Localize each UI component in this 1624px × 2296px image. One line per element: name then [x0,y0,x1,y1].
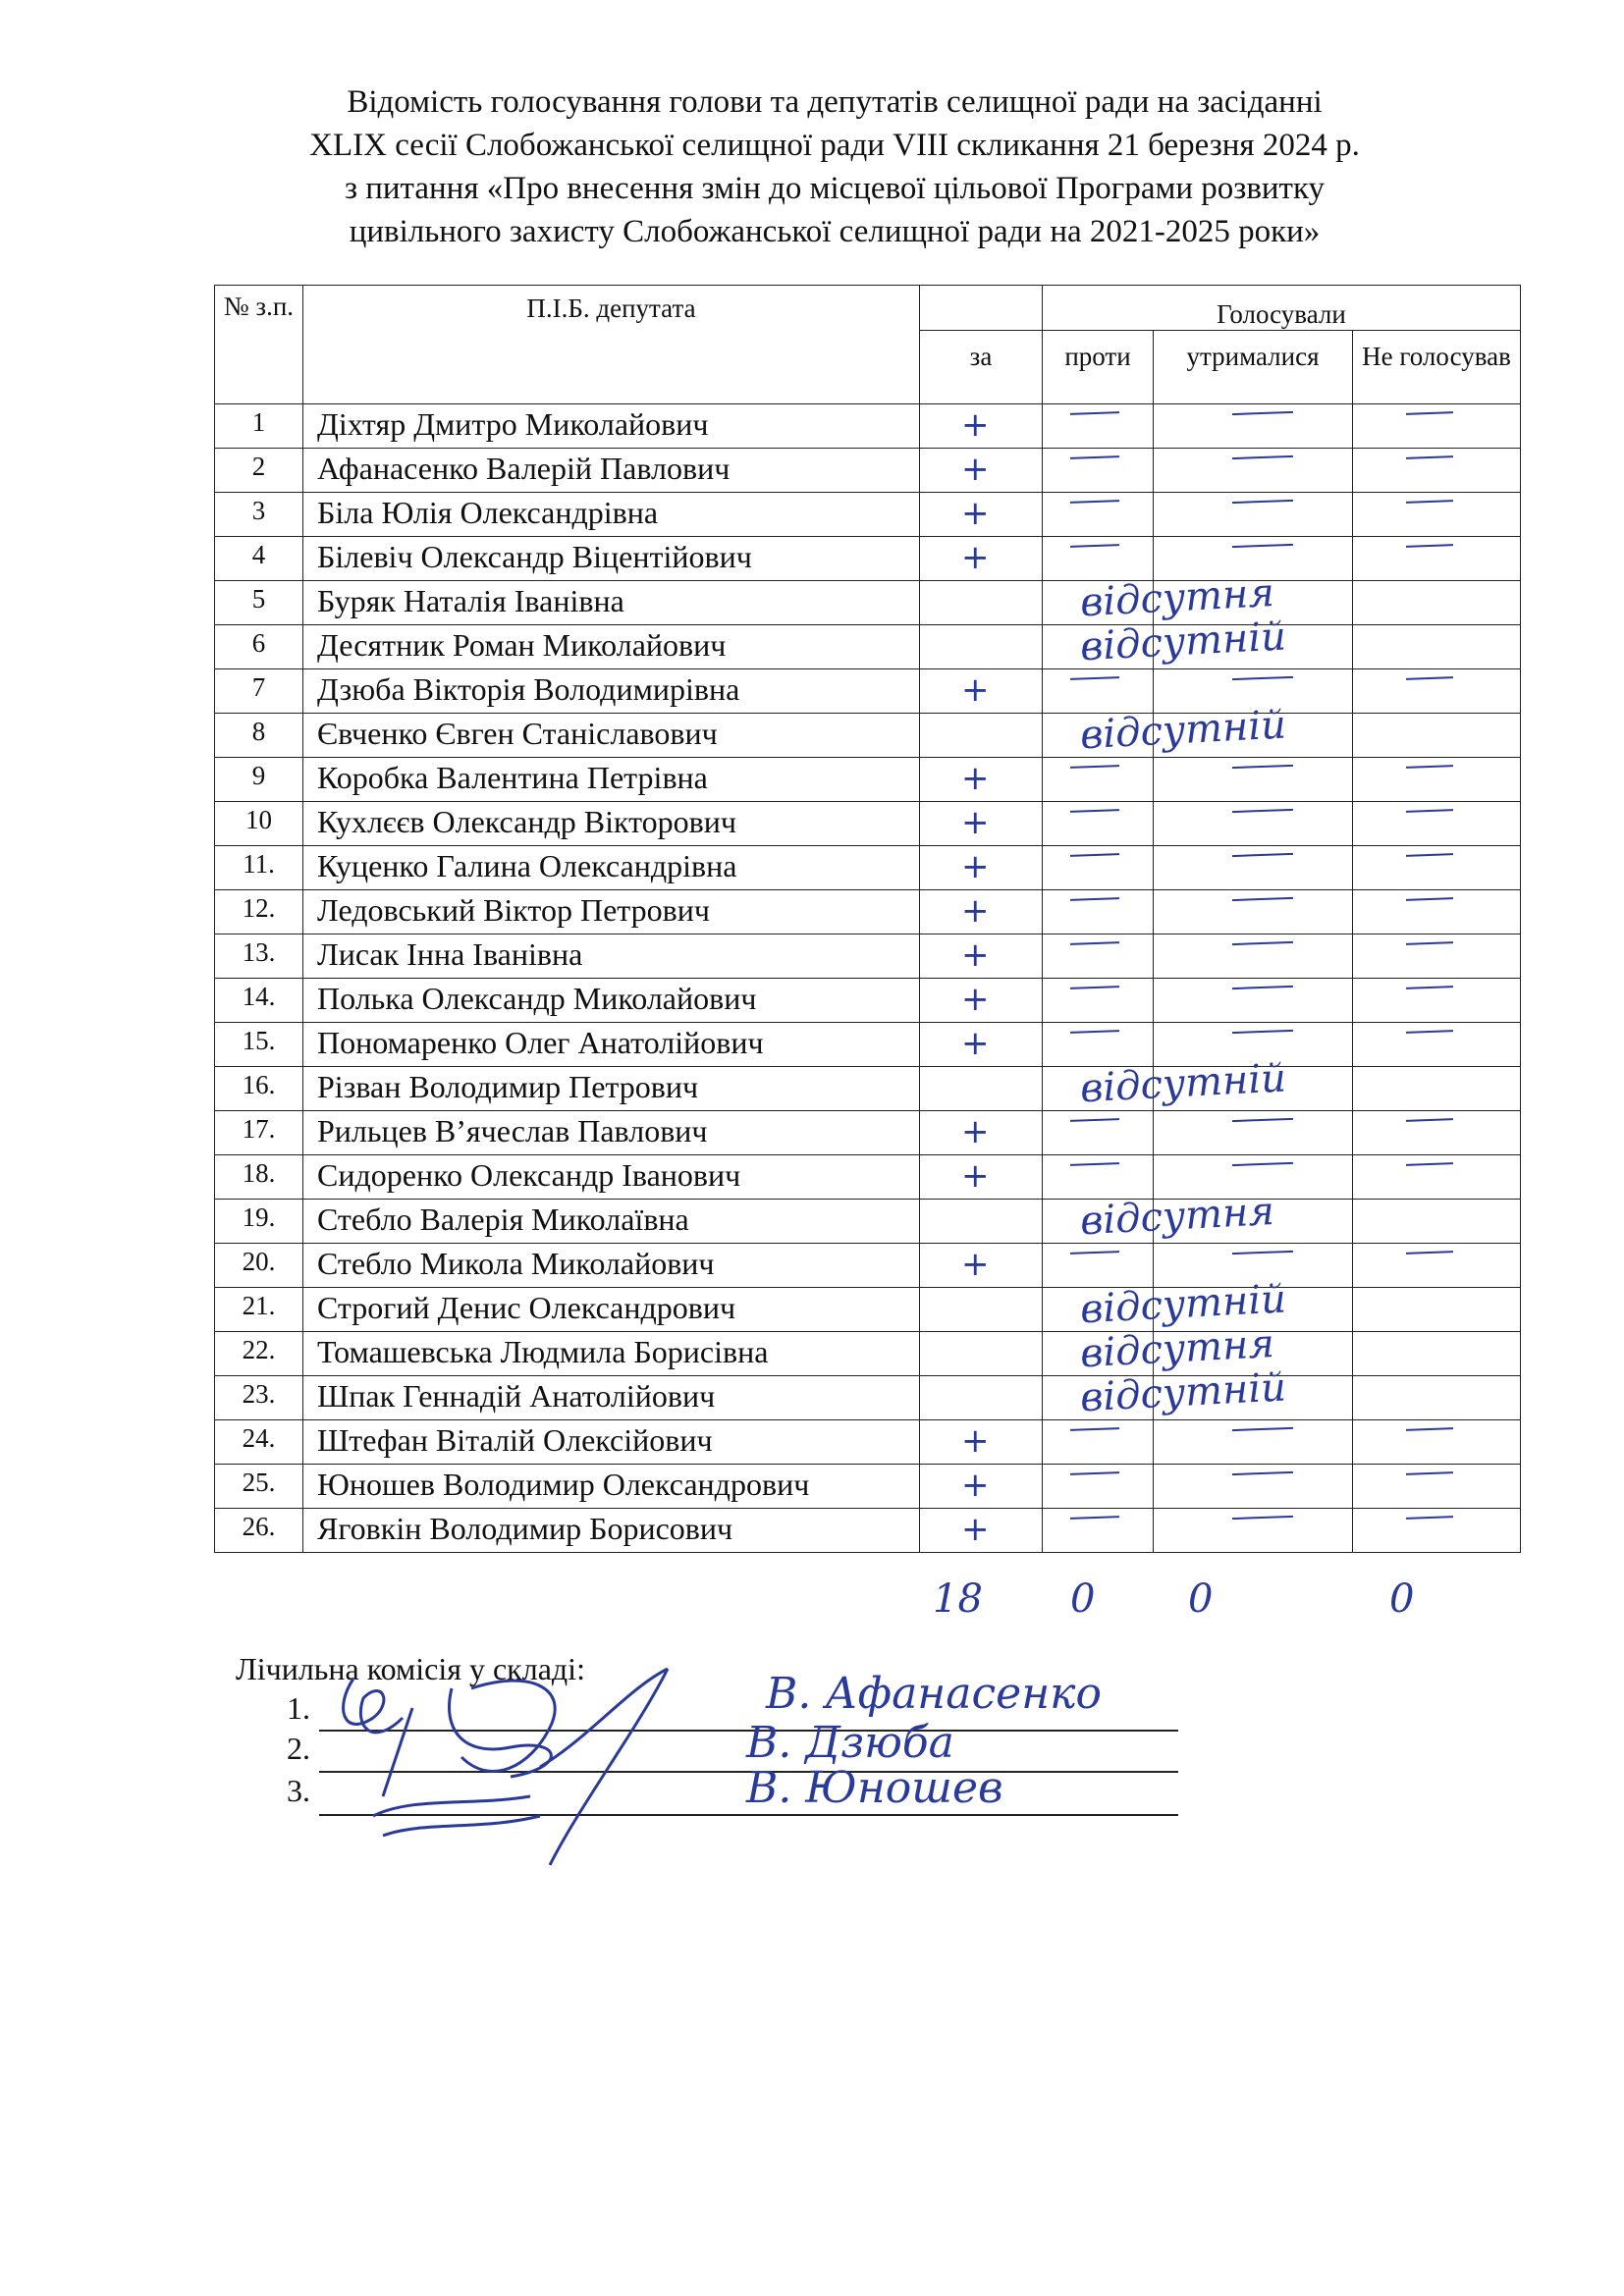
vote-dash-mark [1070,1427,1119,1431]
vote-plus-mark: + [961,1245,990,1284]
vote-cell-ne [1353,493,1521,537]
vote-dash-mark [1232,1251,1293,1255]
vote-plus-mark: + [961,980,990,1019]
header-voted: Голосували [1043,286,1521,331]
header-proty: проти [1043,331,1154,404]
vote-dash-mark [1406,941,1453,945]
vote-cell-utr [1154,1465,1353,1509]
vote-cell-za [920,1200,1043,1244]
vote-plus-mark: + [961,1510,990,1549]
vote-cell-ne [1353,802,1521,846]
row-num: 3 [215,493,303,537]
vote-cell-proty [1043,1509,1154,1553]
table-row [215,934,1521,979]
vote-cell-utr [1154,449,1353,493]
row-num: 21. [215,1288,303,1332]
deputy-name: Шпак Геннадій Анатолійович [303,1376,920,1420]
vote-cell-za [920,1288,1043,1332]
vote-dash-mark [1232,500,1293,504]
table-row [215,846,1521,890]
deputy-name: Різван Володимир Петрович [303,1067,920,1111]
table-row [215,1420,1521,1465]
vote-cell-za [920,404,1043,449]
row-num: 15. [215,1023,303,1067]
row-num: 26. [215,1509,303,1553]
vote-cell-proty [1043,537,1154,581]
vote-dash-mark [1070,411,1119,415]
vote-cell-utr [1154,934,1353,979]
table-row [215,979,1521,1023]
total-utrymalys: 0 [1188,1576,1214,1622]
title-line-4: цивільного захисту Слобожанської селищної ради на 2021-2025 роки» [349,214,1321,249]
vote-cell-proty [1043,802,1154,846]
vote-dash-mark [1070,544,1119,548]
table-row [215,404,1521,449]
total-proty: 0 [1070,1576,1096,1622]
deputy-name: Біла Юлія Олександрівна [303,493,920,537]
vote-dash-mark [1070,853,1119,857]
deputy-name: Діхтяр Дмитро Миколайович [303,404,920,449]
vote-cell-za [920,625,1043,669]
table-row [215,758,1521,802]
row-num: 25. [215,1465,303,1509]
absent-note: відсутній [1079,1054,1288,1111]
vote-plus-mark: + [961,1156,990,1196]
row-num: 6 [215,625,303,669]
deputy-name: Дзюба Вікторія Володимирівна [303,669,920,714]
vote-cell-za [920,1509,1043,1553]
header-empty [920,286,1043,331]
deputy-name: Юношев Володимир Олександрович [303,1465,920,1509]
vote-cell-ne [1353,1465,1521,1509]
absent-note: відсутній [1079,613,1288,669]
total-za: 18 [933,1576,983,1622]
row-num: 10 [215,802,303,846]
signature-name-1: В. Афанасенко [766,1669,1102,1719]
deputy-name: Рильцев В’ячеслав Павлович [303,1111,920,1155]
vote-cell-utr [1154,1509,1353,1553]
vote-cell-ne [1353,846,1521,890]
deputy-name: Штефан Віталій Олексійович [303,1420,920,1465]
vote-cell-ne [1353,758,1521,802]
table-row [215,449,1521,493]
vote-dash-mark [1070,1516,1119,1520]
vote-cell-utr [1154,979,1353,1023]
header-utrymalys: утрималися [1154,331,1353,404]
table-row [215,890,1521,934]
vote-cell-za [920,846,1043,890]
vote-dash-mark [1232,544,1293,548]
header-za: за [920,331,1043,404]
vote-dash-mark [1406,853,1453,857]
row-num: 22. [215,1332,303,1376]
vote-cell-proty [1043,846,1154,890]
vote-cell-proty [1043,1465,1154,1509]
deputy-name: Афанасенко Валерій Павлович [303,449,920,493]
vote-cell-proty [1043,669,1154,714]
deputy-name: Кухлєєв Олександр Вікторович [303,802,920,846]
vote-cell-ne [1353,404,1521,449]
vote-dash-mark [1070,676,1119,680]
vote-plus-mark: + [961,935,990,975]
vote-cell-za [920,581,1043,625]
row-num: 9 [215,758,303,802]
vote-dash-mark [1070,897,1119,901]
deputy-name: Полька Олександр Миколайович [303,979,920,1023]
row-num: 20. [215,1244,303,1288]
vote-cell-proty [1043,449,1154,493]
vote-cell-utr [1154,802,1353,846]
row-num: 12. [215,890,303,934]
row-num: 14. [215,979,303,1023]
total-ne-golosuvav: 0 [1389,1576,1415,1622]
vote-dash-mark [1232,809,1293,813]
row-num: 17. [215,1111,303,1155]
vote-dash-mark [1070,1251,1119,1255]
vote-dash-mark [1232,411,1293,415]
vote-dash-mark [1232,986,1293,989]
vote-dash-mark [1232,1516,1293,1520]
vote-dash-mark [1070,1162,1119,1166]
vote-cell-utr [1154,1111,1353,1155]
vote-dash-mark [1406,986,1453,989]
vote-cell-za [920,537,1043,581]
vote-cell-ne [1353,934,1521,979]
absent-note: відсутня [1079,1188,1275,1244]
row-num: 4 [215,537,303,581]
vote-cell-proty [1043,1023,1154,1067]
table-row [215,1509,1521,1553]
vote-cell-za [920,934,1043,979]
vote-cell-proty [1043,1420,1154,1465]
vote-dash-mark [1406,765,1453,769]
commission-num-1: 1. [287,1690,310,1726]
vote-cell-za [920,1023,1043,1067]
vote-dash-mark [1070,1471,1119,1475]
vote-dash-mark [1070,941,1119,945]
vote-cell-za [920,979,1043,1023]
deputy-name: Євченко Євген Станіславович [303,714,920,758]
deputy-name: Яговкін Володимир Борисович [303,1509,920,1553]
vote-dash-mark [1070,500,1119,504]
vote-cell-za [920,802,1043,846]
vote-plus-mark: + [961,803,990,842]
deputy-name: Коробка Валентина Петрівна [303,758,920,802]
vote-plus-mark: + [961,891,990,931]
vote-cell-za [920,493,1043,537]
vote-plus-mark: + [961,1466,990,1505]
absent-note: відсутній [1079,1363,1288,1420]
vote-dash-mark [1232,1427,1293,1431]
deputy-name: Стебло Микола Миколайович [303,1244,920,1288]
vote-plus-mark: + [961,1112,990,1151]
vote-cell-ne [1353,979,1521,1023]
row-num: 18. [215,1155,303,1200]
vote-dash-mark [1406,1251,1453,1255]
signature-name-3: В. Юношев [746,1763,1003,1813]
vote-cell-za [920,758,1043,802]
row-num: 1 [215,404,303,449]
vote-cell-za [920,1465,1043,1509]
absent-note: відсутній [1079,1275,1288,1332]
vote-cell-utr [1154,1420,1353,1465]
header-num: № з.п. [215,286,303,404]
vote-dash-mark [1232,941,1293,945]
vote-dash-mark [1070,1030,1119,1034]
absent-note: відсутня [1079,1320,1275,1376]
vote-cell-za [920,449,1043,493]
deputy-name: Сидоренко Олександр Іванович [303,1155,920,1200]
vote-cell-za [920,669,1043,714]
deputy-name: Десятник Роман Миколайович [303,625,920,669]
vote-dash-mark [1406,1118,1453,1122]
vote-cell-proty [1043,890,1154,934]
vote-dash-mark [1406,1162,1453,1166]
vote-cell-proty [1043,979,1154,1023]
vote-cell-za [920,1332,1043,1376]
vote-cell-utr [1154,846,1353,890]
table-row [215,1111,1521,1155]
vote-cell-ne [1353,449,1521,493]
vote-cell-ne [1353,1509,1521,1553]
table-row [215,493,1521,537]
vote-cell-ne [1353,1420,1521,1465]
vote-cell-za [920,714,1043,758]
vote-dash-mark [1232,1118,1293,1122]
vote-dash-mark [1070,986,1119,989]
vote-cell-proty [1043,934,1154,979]
vote-dash-mark [1406,1427,1453,1431]
deputy-name: Буряк Наталія Іванівна [303,581,920,625]
vote-dash-mark [1232,1471,1293,1475]
table-row [215,1465,1521,1509]
commission-label: Лічильна комісія у складі: [236,1651,585,1686]
row-num: 13. [215,934,303,979]
deputy-name: Строгий Денис Олександрович [303,1288,920,1332]
row-num: 24. [215,1420,303,1465]
commission-num-3: 3. [287,1773,310,1808]
vote-cell-ne [1353,890,1521,934]
row-num: 19. [215,1200,303,1244]
vote-plus-mark: + [961,1024,990,1063]
vote-dash-mark [1406,676,1453,680]
vote-cell-proty [1043,404,1154,449]
vote-cell-za [920,1244,1043,1288]
vote-cell-proty [1043,493,1154,537]
header-ne-golosuvav: Не голосував [1353,331,1521,404]
vote-plus-mark: + [961,494,990,533]
vote-dash-mark [1406,500,1453,504]
absent-note: відсутня [1079,569,1275,625]
vote-dash-mark [1232,455,1293,459]
vote-plus-mark: + [961,847,990,886]
vote-cell-utr [1154,758,1353,802]
deputy-name: Томашевська Людмила Борисівна [303,1332,920,1376]
vote-cell-proty [1043,1111,1154,1155]
vote-cell-za [920,890,1043,934]
vote-dash-mark [1406,1471,1453,1475]
vote-dash-mark [1406,544,1453,548]
deputy-name: Пономаренко Олег Анатолійович [303,1023,920,1067]
deputy-name: Куценко Галина Олександрівна [303,846,920,890]
vote-plus-mark: + [961,1421,990,1461]
row-num: 23. [215,1376,303,1420]
vote-dash-mark [1070,765,1119,769]
row-num: 5 [215,581,303,625]
vote-cell-utr [1154,493,1353,537]
vote-dash-mark [1070,1118,1119,1122]
deputy-name: Ледовський Віктор Петрович [303,890,920,934]
absent-note: відсутній [1079,701,1288,758]
vote-dash-mark [1232,1162,1293,1166]
title-line-2: XLIX сесії Слобожанської селищної ради VIII скликання 21 березня 2024 р. [309,128,1360,163]
vote-plus-mark: + [961,759,990,798]
title-line-1: Відомість голосування голови та депутатів селищної ради на засіданні [347,84,1323,120]
vote-dash-mark [1406,411,1453,415]
signature-name-2: В. Дзюба [746,1718,954,1768]
vote-cell-utr [1154,890,1353,934]
vote-dash-mark [1406,809,1453,813]
vote-dash-mark [1232,897,1293,901]
vote-dash-mark [1232,1030,1293,1034]
vote-plus-mark: + [961,538,990,577]
vote-plus-mark: + [961,405,990,445]
vote-dash-mark [1232,853,1293,857]
vote-cell-za [920,1376,1043,1420]
vote-cell-za [920,1067,1043,1111]
vote-dash-mark [1406,1030,1453,1034]
row-num: 11. [215,846,303,890]
vote-dash-mark [1406,1516,1453,1520]
vote-dash-mark [1070,455,1119,459]
row-num: 2 [215,449,303,493]
vote-cell-za [920,1155,1043,1200]
vote-plus-mark: + [961,450,990,489]
voting-table [214,285,1521,1553]
vote-dash-mark [1406,897,1453,901]
vote-dash-mark [1232,765,1293,769]
vote-dash-mark [1070,809,1119,813]
vote-cell-proty [1043,1155,1154,1200]
vote-cell-ne [1353,1111,1521,1155]
signature-scribble [314,1649,727,1875]
header-name: П.І.Б. депутата [303,286,920,404]
vote-cell-utr [1154,404,1353,449]
row-num: 16. [215,1067,303,1111]
deputy-name: Лисак Інна Іванівна [303,934,920,979]
row-num: 7 [215,669,303,714]
deputy-name: Білевіч Олександр Віцентійович [303,537,920,581]
vote-dash-mark [1406,455,1453,459]
vote-dash-mark [1232,676,1293,680]
document-title [196,80,1473,253]
row-num: 8 [215,714,303,758]
table-row [215,802,1521,846]
vote-plus-mark: + [961,670,990,710]
commission-num-2: 2. [287,1731,310,1766]
vote-cell-proty [1043,758,1154,802]
title-line-3: з питання «Про внесення змін до місцевої цільової Програми розвитку [344,171,1326,206]
vote-cell-za [920,1420,1043,1465]
deputy-name: Стебло Валерія Миколаївна [303,1200,920,1244]
vote-cell-za [920,1111,1043,1155]
vote-cell-proty [1043,1244,1154,1288]
